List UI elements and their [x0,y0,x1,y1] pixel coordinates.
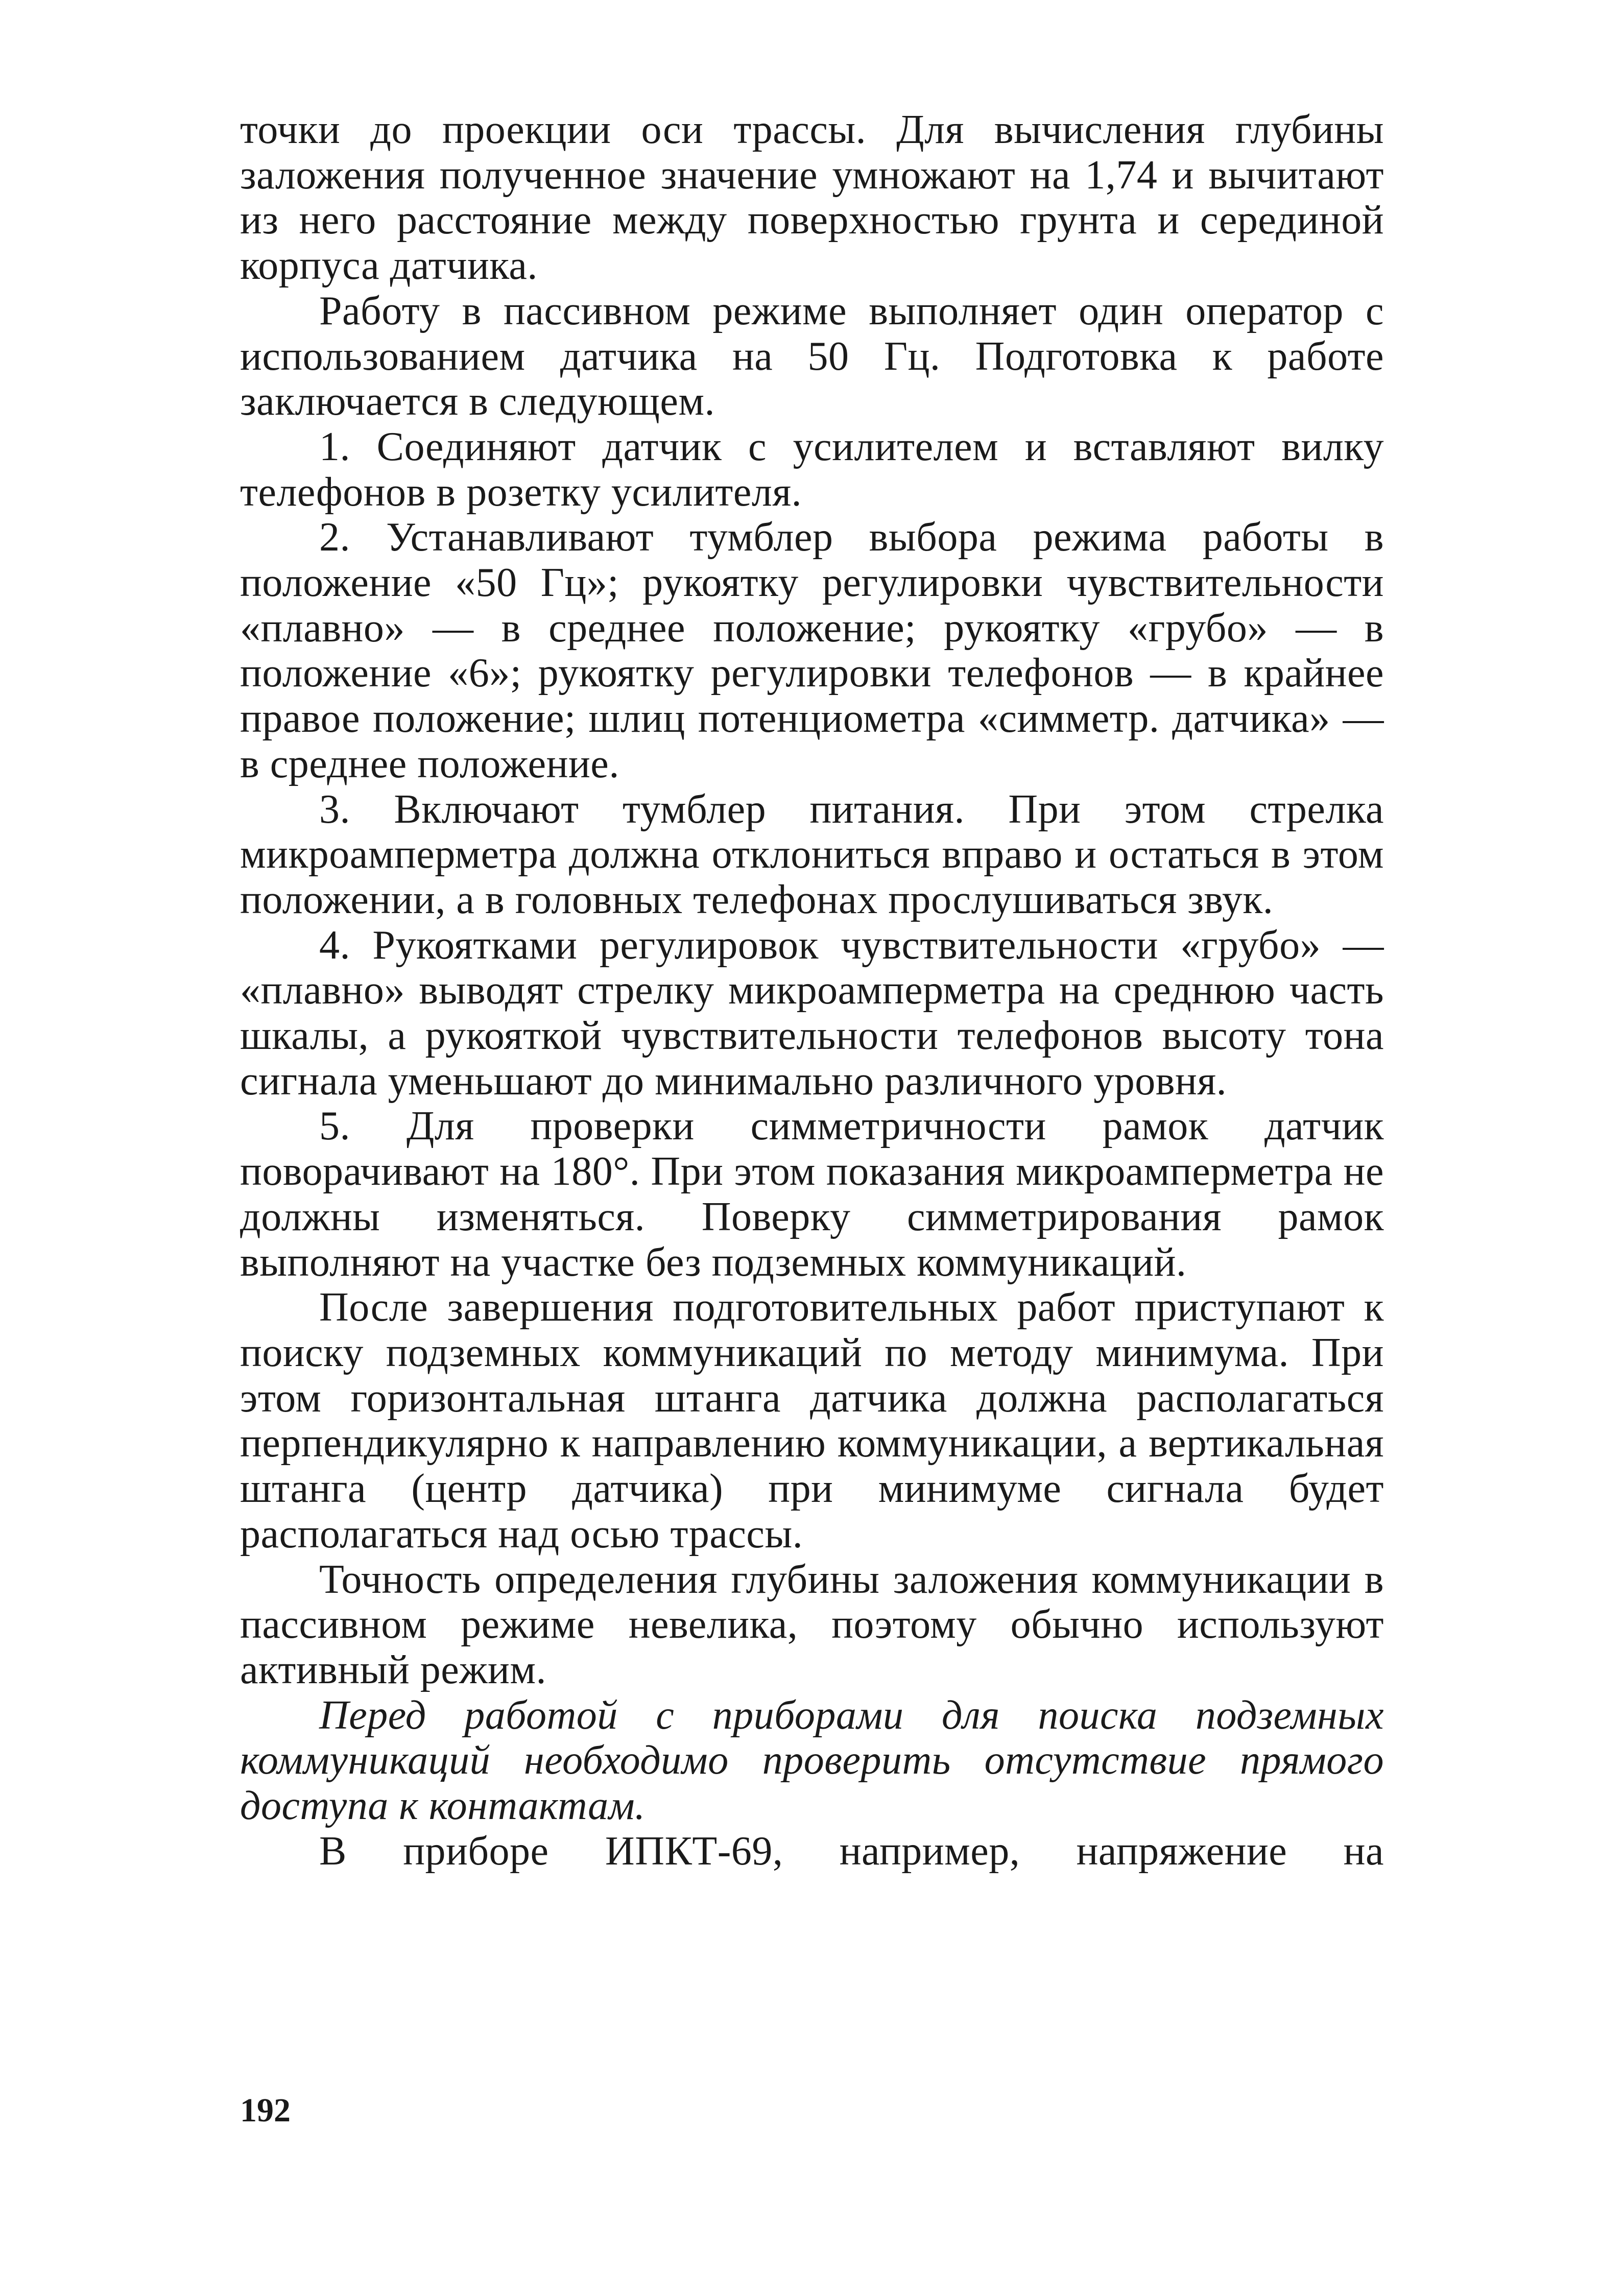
paragraph-safety-warning: Перед работой с приборами для поиска подземных коммуникаций необходимо проверить отсутствие прямого доступа к контактам. [240,1692,1384,1829]
paragraph-continuation: точки до проекции оси трассы. Для вычисления глубины заложения полученное значение умножают на 1,74 и вычитают из него расстояние между поверхностью грунта и серединой корпуса датчика. [240,107,1384,289]
paragraph-passive-mode: Работу в пассивном режиме выполняет один оператор с использованием датчика на 50 Гц. Подготовка к работе заключается в следующем. [240,288,1384,424]
paragraph-accuracy: Точность определения глубины заложения коммуникации в пассивном режиме невелика, поэтому обычно используют активный режим. [240,1557,1384,1692]
paragraph-step-4: 4. Рукоятками регулировок чувствительности «грубо» — «плавно» выводят стрелку микроамперметра на среднюю часть шкалы, а рукояткой чувствительности телефонов высоту тона сигнала уменьшают до минимально различного уровня. [240,922,1384,1104]
paragraph-search-method: После завершения подготовительных работ приступают к поиску подземных коммуникаций по методу минимума. При этом горизонтальная штанга датчика должна располагаться перпендикулярно к направлению коммуникации, а вертикальная штанга (центр датчика) при минимуме сигнала будет располагаться над осью трассы. [240,1285,1384,1557]
paragraph-step-3: 3. Включают тумблер питания. При этом стрелка микроамперметра должна отклониться вправо и остаться в этом положении, а в головных телефонах прослушиваться звук. [240,786,1384,922]
page-number: 192 [240,2092,291,2129]
paragraph-step-1: 1. Соединяют датчик с усилителем и вставляют вилку телефонов в розетку усилителя. [240,424,1384,515]
paragraph-step-2: 2. Устанавливают тумблер выбора режима работы в положение «50 Гц»; рукоятку регулировки чувствительности «плавно» — в среднее положение; рукоятку «грубо» — в положение «6»; рукоятку регулировки телефонов — в крайнее правое положение; шлиц потенциометра «симметр. датчика» — в среднее положение. [240,515,1384,786]
page-body [240,107,1384,1874]
paragraph-step-5: 5. Для проверки симметричности рамок датчик поворачивают на 180°. При этом показания микроамперметра не должны изменяться. Поверку симметрирования рамок выполняют на участке без подземных коммуникаций. [240,1104,1384,1285]
paragraph-ipkt-69: В приборе ИПКТ-69, например, напряжение на [319,1828,1384,1874]
